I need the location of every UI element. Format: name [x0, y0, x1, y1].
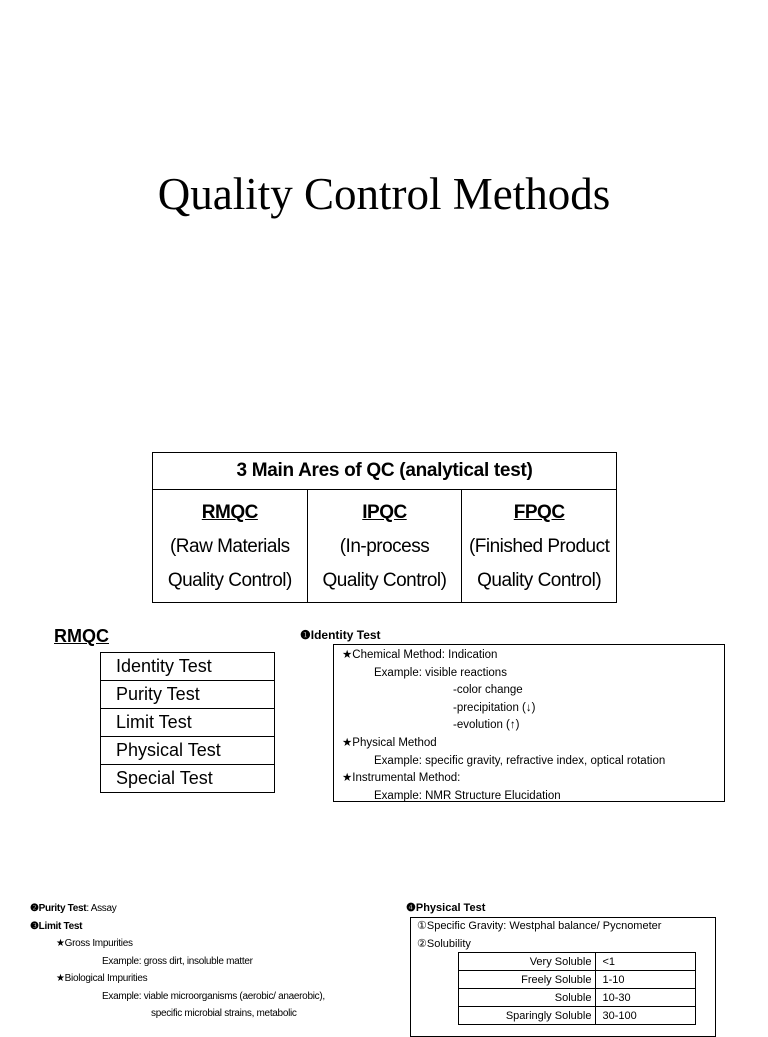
qc-area-fpqc [462, 490, 617, 603]
qc-area-line: Quality Control) [322, 570, 447, 591]
identity-line: -precipitation (↓) [453, 701, 536, 714]
solubility-table [458, 952, 696, 1025]
solubility-term: Sparingly Soluble [459, 1007, 596, 1025]
table-row [459, 1007, 696, 1025]
identity-line: -color change [453, 684, 523, 697]
purity-test-label: ❷Purity Test [30, 903, 87, 914]
solubility-term: Soluble [459, 989, 596, 1007]
identity-line: ★Instrumental Method: [342, 772, 461, 785]
qc-area-ipqc [307, 490, 462, 603]
identity-line: -evolution (↑) [453, 719, 520, 732]
physical-test-heading: ❹Physical Test [406, 902, 486, 914]
rmqc-test-list [100, 652, 275, 793]
solubility-range: 30-100 [596, 1007, 696, 1025]
limit-test-label: ❸Limit Test [30, 920, 83, 932]
qc-area-line: Quality Control) [477, 570, 602, 591]
qc-area-abbr: IPQC [362, 502, 407, 523]
qc-area-abbr: FPQC [513, 502, 565, 523]
identity-test-box [333, 644, 725, 802]
table-row [459, 953, 696, 971]
limit-line: Example: gross dirt, insoluble matter [102, 955, 253, 967]
qc-area-line: (Finished Product [468, 536, 610, 557]
limit-line: Example: viable microorganisms (aerobic/ anaerobic), [102, 990, 325, 1002]
solubility-term: Very Soluble [459, 953, 596, 971]
rmqc-item: Purity Test [101, 681, 275, 709]
purity-test-value: : Assay [86, 903, 117, 914]
solubility-range: 1-10 [596, 971, 696, 989]
solubility-range: <1 [596, 953, 696, 971]
rmqc-item: Limit Test [101, 709, 275, 737]
limit-line: ★Biological Impurities [56, 973, 148, 984]
physical-line: ②Solubility [417, 937, 471, 950]
qc-area-abbr: RMQC [201, 502, 258, 523]
limit-line: ★Gross Impurities [56, 938, 133, 949]
rmqc-item: Physical Test [101, 737, 275, 765]
purity-test-line [30, 900, 390, 918]
qc-areas-header: 3 Main Ares of QC (analytical test) [153, 453, 617, 490]
rmqc-item: Special Test [101, 765, 275, 793]
identity-test-heading: ❶Identity Test [300, 628, 381, 642]
table-row [459, 989, 696, 1007]
identity-line: ★Chemical Method: Indication [342, 649, 498, 661]
qc-area-line: (In-process [339, 536, 430, 557]
solubility-term: Freely Soluble [459, 971, 596, 989]
identity-line: Example: specific gravity, refractive index, optical rotation [374, 754, 666, 767]
qc-area-rmqc [153, 490, 308, 603]
purity-limit-block [30, 900, 390, 1023]
rmqc-item: Identity Test [101, 653, 275, 681]
table-row [459, 971, 696, 989]
physical-line: ①Specific Gravity: Westphal balance/ Pycnometer [417, 920, 662, 932]
rmqc-heading: RMQC [54, 626, 109, 646]
identity-line: ★Physical Method [342, 736, 437, 749]
limit-line: specific microbial strains, metabolic [151, 1008, 297, 1019]
solubility-range: 10-30 [596, 989, 696, 1007]
qc-areas-table [152, 452, 617, 603]
qc-area-line: (Raw Materials [169, 536, 290, 557]
qc-area-line: Quality Control) [167, 570, 292, 591]
identity-line: Example: NMR Structure Elucidation [374, 789, 561, 802]
page-title: Quality Control Methods [157, 169, 611, 219]
identity-line: Example: visible reactions [374, 666, 507, 679]
